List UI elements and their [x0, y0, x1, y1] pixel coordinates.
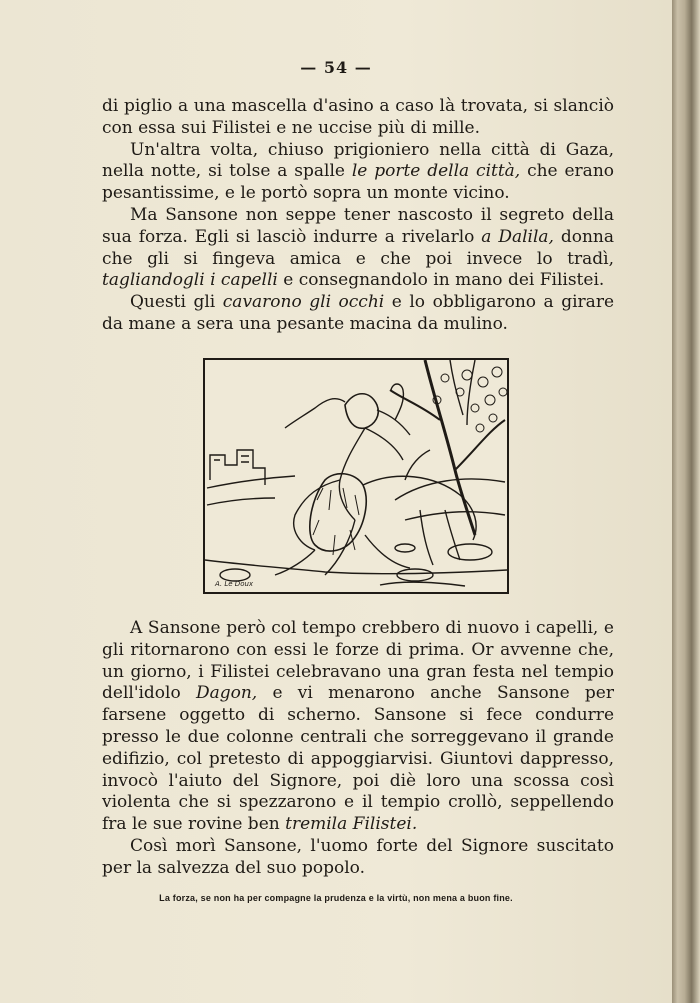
illustration-signature: A. Le Doux [215, 580, 254, 588]
paragraph-4 [102, 292, 614, 336]
italic-run: cavarono gli occhi [222, 292, 385, 313]
text-run: e consegnandolo in mano dei Filistei. [277, 270, 605, 291]
paragraph-3 [102, 205, 614, 292]
italic-run: a Dalila, [481, 226, 554, 247]
paragraph-1: di piglio a una mascella d'asino a caso là trovata, si slanciò con essa sui Filistei e ne uccise più di mille. [102, 96, 614, 138]
page-edge [672, 0, 700, 1003]
text-run: donna che gli si fingeva amica e che poi invece lo tradì, [102, 226, 614, 269]
engraving-image [205, 360, 507, 592]
text-run: e vi menarono anche Sansone per farsene oggetto di scherno. Sansone si fece condurre presso le due colonne centrali che sorreggevano il grande edifizio, col pretesto di appoggiarvisi. Giuntovi dappresso, invocò l'aiuto del Signore, poi diè loro una scossa così violenta che si spezzarono e il tempio crollò, seppellendo fra le sue rovine ben [102, 683, 614, 835]
paragraph-2 [102, 140, 614, 205]
text-run: e lo obbligarono a girare da mane a sera una pesante macina da mulino. [102, 292, 615, 334]
paragraph-5 [102, 618, 614, 836]
text-run: A Sansone però col tempo crebbero di nuovo i capelli, e gli ritornarono con essi le forze di prima. Or avvenne che, un giorno, i Filistei celebravano una gran festa nel tempio dell'idolo [102, 618, 614, 704]
text-run: che erano pesantissime, e le portò sopra un monte vicino. [102, 161, 615, 204]
italic-run: tremila Filistei. [285, 814, 418, 835]
page-number: — 54 — [300, 58, 372, 77]
italic-run: tagliandogli i capelli [102, 270, 278, 291]
text-run: Ma Sansone non seppe tener nascosto il segreto della sua forza. Egli si lasciò indurre a rivelarlo [102, 204, 614, 247]
italic-run: Dagon, [195, 683, 258, 704]
paragraph-6: Così morì Sansone, l'uomo forte del Signore suscitato per la salvezza del suo popolo. [102, 835, 614, 878]
text-block-top [102, 96, 614, 336]
footer-motto: La forza, se non ha per compagne la prudenza e la virtù, non mena a buon fine. [159, 893, 513, 903]
text-run: Questi gli [130, 292, 223, 313]
text-block-bottom [102, 618, 614, 880]
text-run: Un'altra volta, chiuso prigioniero nella città di Gaza, nella notte, si tolse a spalle [102, 139, 614, 182]
illustration-samson-lion [203, 358, 509, 594]
italic-run: le porte della città, [351, 161, 521, 182]
